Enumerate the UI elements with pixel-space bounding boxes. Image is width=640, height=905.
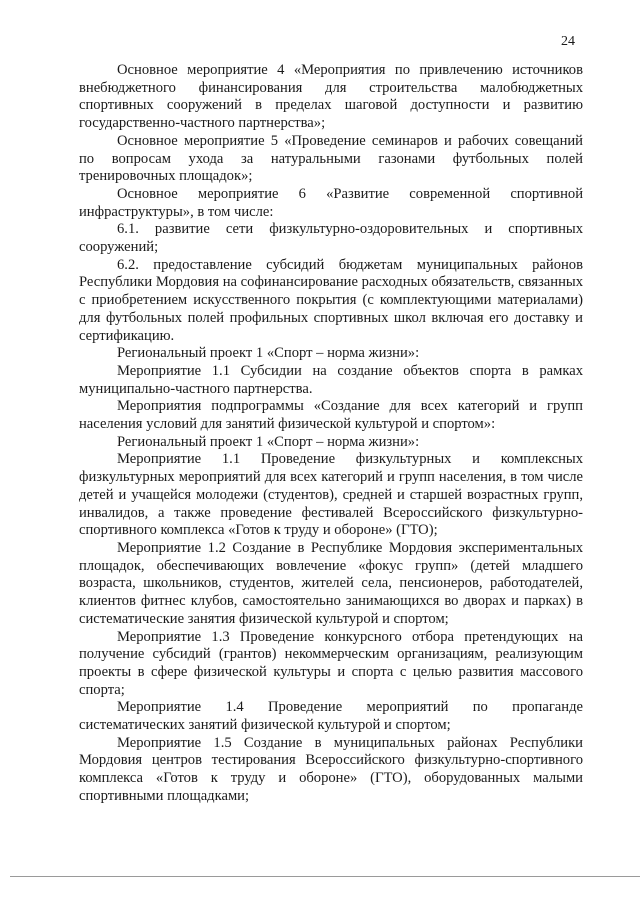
paragraph-regional-project-heading-2: Региональный проект 1 «Спорт – норма жизни»: xyxy=(117,433,420,450)
paragraph-main-activity-4: Основное мероприятие 4 «Мероприятия по привлечению источников внебюджетного финансирования для строительства малобюджетных спортивных сооружений в пределах шаговой доступности и развитию государственно-частного партнерства»; xyxy=(79,62,583,132)
paragraph-regional-project-heading: Региональный проект 1 «Спорт – норма жизни»: xyxy=(117,345,420,362)
paragraph-activity-1-2: Мероприятие 1.2 Создание в Республике Мордовия экспериментальных площадок, обеспечивающих вовлечение «фокус групп» (детей младшего возраста, школьников, студентов, жителей села, пенсионеров, работодателей, клиентов фитнес клубов, самостоятельно занимающихся во дворах и парках) в систематические занятия физической культурой и спортом; xyxy=(79,539,583,627)
paragraph-activity-1-1-events: Мероприятие 1.1 Проведение физкультурных и комплексных физкультурных мероприятий для всех категорий и групп населения, в том числе детей и учащейся молодежи (студентов), средней и старшей возрастных групп, инвалидов, а также проведение фестивалей Всероссийского физкультурно-спортивного комплекса «Готов к труду и обороне» (ГТО); xyxy=(79,451,583,539)
paragraph-main-activity-5: Основное мероприятие 5 «Проведение семинаров и рабочих совещаний по вопросам ухода за натуральными газонами футбольных полей тренировочных площадок»; xyxy=(79,132,583,185)
paragraph-item-6-2: 6.2. предоставление субсидий бюджетам муниципальных районов Республики Мордовия на софинансирование расходных обязательств, связанных с приобретением искусственного покрытия (с комплектующими материалами) для футбольных полей профильных спортивных школ включая его доставку и сертификацию. xyxy=(79,256,583,344)
paragraph-activity-1-3: Мероприятие 1.3 Проведение конкурсного отбора претендующих на получение субсидий (грантов) некоммерческим организациям, реализующим проекты в сфере физической культуры и спорта с целью развития массового спорта; xyxy=(79,628,583,698)
paragraph-activity-1-1-subsidies: Мероприятие 1.1 Субсидии на создание объектов спорта в рамках муниципально-частного партнерства. xyxy=(79,362,583,397)
document-body xyxy=(79,62,583,806)
paragraph-subprogram-heading: Мероприятия подпрограммы «Создание для всех категорий и групп населения условий для занятий физической культурой и спортом»: xyxy=(79,398,583,433)
page-number: 24 xyxy=(561,34,575,49)
paragraph-item-6-1: 6.1. развитие сети физкультурно-оздоровительных и спортивных сооружений; xyxy=(79,221,583,256)
paragraph-activity-1-5: Мероприятие 1.5 Создание в муниципальных районах Республики Мордовия центров тестирования Всероссийского физкультурно-спортивного комплекса «Готов к труду и обороне» (ГТО), оборудованных малыми спортивными площадками; xyxy=(79,734,583,804)
bottom-divider xyxy=(10,876,640,877)
paragraph-main-activity-6: Основное мероприятие 6 «Развитие современной спортивной инфраструктуры», в том числе: xyxy=(79,185,583,220)
paragraph-activity-1-4: Мероприятие 1.4 Проведение мероприятий по пропаганде систематических занятий физической культурой и спортом; xyxy=(79,699,583,734)
